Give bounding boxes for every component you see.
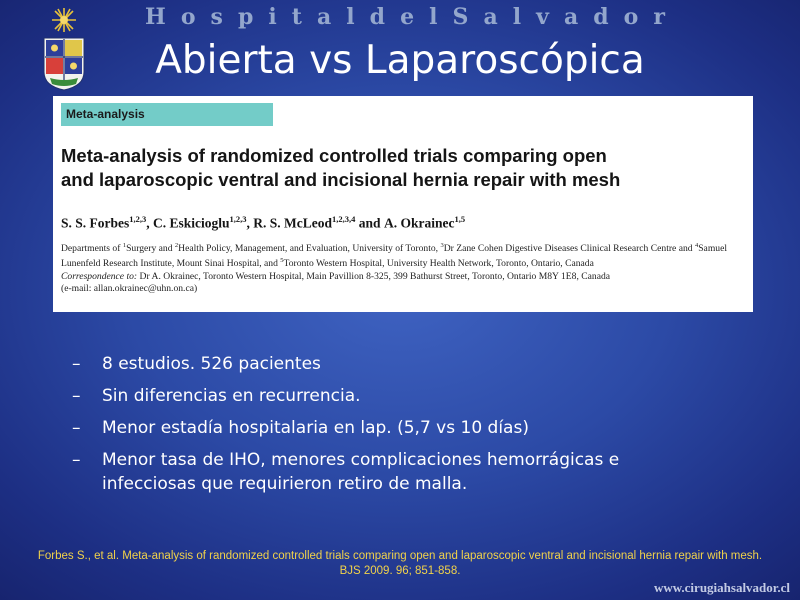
hospital-letter: o bbox=[180, 4, 196, 30]
hospital-letter: p bbox=[237, 4, 254, 30]
hospital-letter: d bbox=[369, 4, 386, 30]
correspondence-email: (e-mail: allan.okrainec@uhn.on.ca) bbox=[61, 282, 198, 294]
hospital-letter: s bbox=[210, 4, 223, 30]
bullet-item bbox=[72, 384, 712, 408]
author-separator: and bbox=[355, 215, 384, 231]
bullet-text: Menor estadía hospitalaria en lap. (5,7 vs 10 días) bbox=[102, 418, 529, 438]
citation: Forbes S., et al. Meta-analysis of randomized controlled trials comparing open and laparoscopic ventral and incisional hernia repair with mesh. BJS 2009. 96; 851-858. bbox=[37, 550, 763, 577]
paper-authors bbox=[61, 214, 751, 232]
hospital-letter: l bbox=[346, 4, 355, 30]
hospital-letter: a bbox=[483, 4, 498, 30]
hospital-letter: i bbox=[268, 4, 277, 30]
hospital-letter: r bbox=[653, 4, 665, 30]
bullet-item bbox=[72, 352, 712, 376]
section-tag: Meta-analysis bbox=[61, 103, 273, 126]
hospital-letter: e bbox=[400, 4, 415, 30]
author-name: C. Eskicioglu bbox=[153, 215, 230, 231]
hospital-letter: l bbox=[512, 4, 522, 30]
paper-affiliations bbox=[61, 240, 749, 295]
slide-title: Abierta vs Laparoscópica bbox=[155, 38, 645, 83]
bullet-item bbox=[72, 448, 712, 496]
hospital-letter: o bbox=[623, 4, 639, 30]
author-name: A. Okrainec bbox=[383, 215, 455, 231]
bullet-text: Menor tasa de IHO, menores complicaciones hemorrágicas e infecciosas que requirieron retiro de malla. bbox=[102, 450, 620, 494]
bullet-dash: – bbox=[72, 418, 81, 438]
author-name: S. S. Forbes bbox=[61, 215, 130, 231]
author-separator: , bbox=[246, 215, 254, 231]
bullet-dash: – bbox=[72, 386, 81, 406]
author-affiliation-index: 1,2,3,4 bbox=[332, 214, 356, 224]
hospital-letter: v bbox=[536, 4, 549, 30]
author-separator: , bbox=[146, 215, 154, 231]
paper-excerpt bbox=[53, 96, 753, 312]
bullet-item bbox=[72, 416, 712, 440]
affiliation-text: Departments of $^1$Surgery and $^2$Health Policy, Management, and Evaluation, University of Toronto, $^3$Dr Zane Cohen Digestive Diseases Clinical Research Centre and $^4$Samuel Lunenfeld Research Institute, Mount Sinai Hospital, and $^5$Toronto Western Hospital, University Health Network, Toronto, Ontario, Canada bbox=[61, 242, 727, 270]
author-affiliation-index: 1,2,3 bbox=[229, 214, 247, 224]
hospital-name bbox=[145, 4, 665, 30]
paper-title-line: Meta-analysis of randomized controlled trials comparing open bbox=[61, 145, 607, 166]
website-url: www.cirugiahsalvador.cl bbox=[653, 580, 790, 595]
author-affiliation-index: 1,2,3 bbox=[129, 214, 147, 224]
bullet-text: Sin diferencias en recurrencia. bbox=[102, 386, 361, 406]
hospital-letter: a bbox=[316, 4, 332, 30]
hospital-letter: S bbox=[452, 4, 469, 30]
author-affiliation-index: 1,5 bbox=[454, 214, 466, 224]
hospital-letter: a bbox=[563, 4, 579, 30]
correspondence-text: Correspondence to: Dr A. Okrainec, Toronto Western Hospital, Main Pavillion 8-325, 399 Bathurst Street, Toronto, Ontario M8Y 1E8, Canada bbox=[61, 270, 611, 282]
hospital-letter: H bbox=[145, 4, 166, 30]
bullet-dash: – bbox=[72, 450, 81, 470]
hospital-letter: t bbox=[291, 4, 302, 30]
paper-title bbox=[61, 144, 751, 192]
hospital-letter: d bbox=[593, 4, 609, 30]
hospital-letter: l bbox=[429, 4, 438, 30]
bullet-text: 8 estudios. 526 pacientes bbox=[102, 354, 321, 374]
paper-title-line: and laparoscopic ventral and incisional hernia repair with mesh bbox=[61, 169, 621, 190]
bullet-dash: – bbox=[72, 354, 81, 374]
author-name: R. S. McLeod bbox=[253, 215, 333, 231]
bullet-list bbox=[72, 352, 712, 504]
